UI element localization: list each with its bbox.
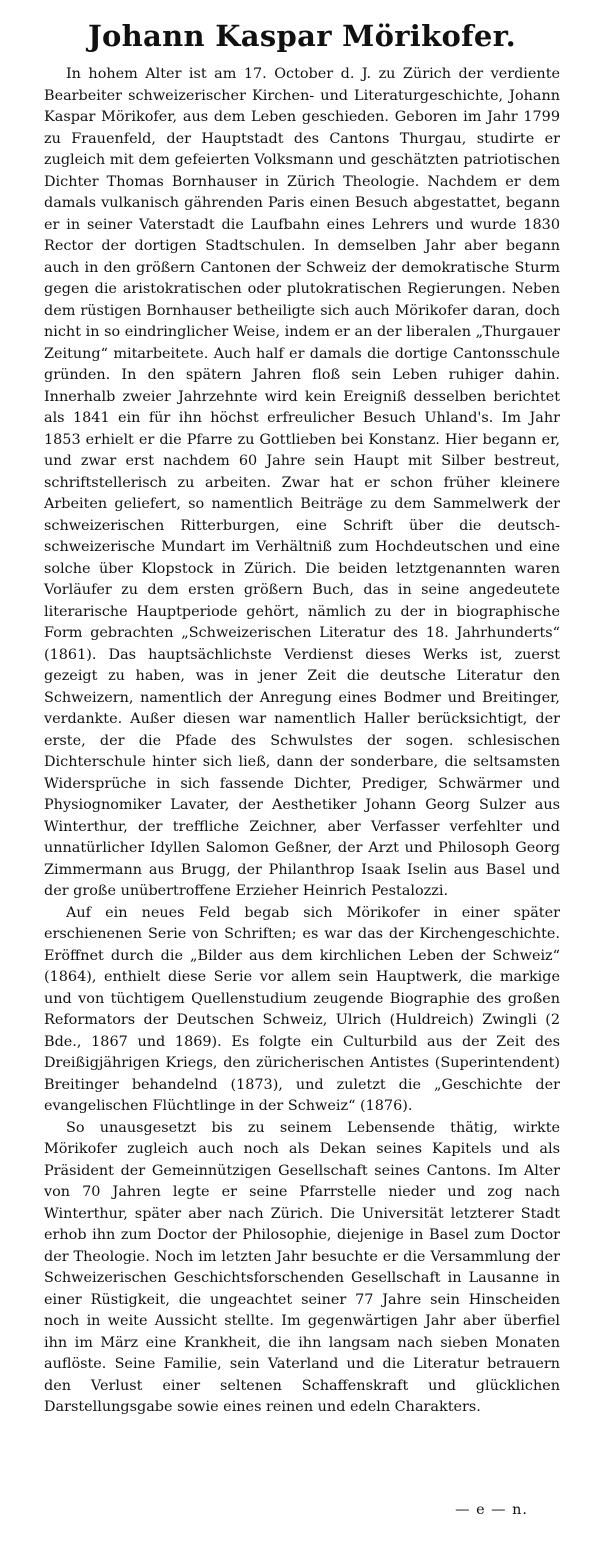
- article-paragraph-1: In hohem Alter ist am 17. October d. J. zu Zürich der verdiente Bearbeiter schweizerischer Kirchen- und Literaturgeschichte, Johann Kaspar Mörikofer, aus dem Leben geschieden. Geboren im Jahr 1799 zu Frauenfeld, der Hauptstadt des Cantons Thurgau, studirte er zugleich mit dem gefeierten Volksmann und geschätzten patriotischen Dichter Thomas Bornhauser in Zürich Theologie. Nachdem er dem damals vulkanisch gährenden Paris einen Besuch abgestattet, begann er in seiner Vaterstadt die Laufbahn eines Lehrers und wurde 1830 Rector der dortigen Stadtschulen. In demselben Jahr aber begann auch in den größern Cantonen der Schweiz der demokratische Sturm gegen die aristokratischen oder plutokratischen Regierungen. Neben dem rüstigen Bornhauser betheiligte sich auch Mörikofer daran, doch nicht in so eindringlicher Weise, indem er an der liberalen „Thurgauer Zeitung“ mitarbeitete. Auch half er damals die dortige Cantonsschule gründen. In den spätern Jahren floß sein Leben ruhiger dahin. Innerhalb zweier Jahrzehnte wird kein Ereigniß desselben berichtet als 1841 ein für ihn höchst erfreulicher Besuch Uhland's. Im Jahr 1853 erhielt er die Pfarre zu Gottlieben bei Konstanz. Hier begann er, und zwar erst nachdem 60 Jahre sein Haupt mit Silber bestreut, schriftstellerisch zu arbeiten. Zwar hat er schon früher kleinere Arbeiten geliefert, so namentlich Beiträge zu dem Sammelwerk der schweizerischen Ritterburgen, eine Schrift über die deutsch-schweizerische Mundart im Verhältniß zum Hochdeutschen und eine solche über Klopstock in Zürich. Die beiden letztgenannten waren Vorläufer zu dem ersten größern Buch, das in seine angedeutete literarische Hauptperiode gehört, nämlich zu der in biographische Form gebrachten „Schweizerischen Literatur des 18. Jahrhunderts“ (1861). Das hauptsächlichste Verdienst dieses Werks ist, zuerst gezeigt zu haben, was in jener Zeit die deutsche Literatur den Schweizern, namentlich der Anregung eines Bodmer und Breitinger, verdankte. Außer diesen war namentlich Haller berücksichtigt, der erste, der die Pfade des Schwulstes der sogen. schlesischen Dichterschule hinter sich ließ, dann der sonderbare, die seltsamsten Widersprüche in sich fassende Dichter, Prediger, Schwärmer und Physiognomiker Lavater, der Aesthetiker Johann Georg Sulzer aus Winterthur, der treffliche Zeichner, aber Verfasser verfehlter und unnatürlicher Idyllen Salomon Geßner, der Arzt und Philosoph Georg Zimmermann aus Brugg, der Philanthrop Isaak Iselin aus Basel und der große unübertroffene Erzieher Heinrich Pestalozzi.: [44, 66, 560, 899]
- author-signature: — e — n.: [455, 1502, 528, 1518]
- article-title: Johann Kaspar Mörikofer.: [88, 19, 516, 53]
- article-paragraph-3: So unausgesetzt bis zu seinem Lebensende thätig, wirkte Mörikofer zugleich auch noch als Dekan seines Kapitels und als Präsident der Gemeinnützigen Gesellschaft seines Cantons. Im Alter von 70 Jahren legte er seine Pfarrstelle nieder und zog nach Winterthur, später aber nach Zürich. Die Universität letzterer Stadt erhob ihn zum Doctor der Philosophie, diejenige in Basel zum Doctor der Theologie. Noch im letzten Jahr besuchte er die Versammlung der Schweizerischen Geschichtsforschenden Gesellschaft in Lausanne in einer Rüstigkeit, die ungeachtet seiner 77 Jahre sein Hinscheiden noch in weite Aussicht stellte. Im gegenwärtigen Jahr aber überfiel ihn im März eine Krankheit, die ihn langsam nach sieben Monaten auflöste. Seine Familie, sein Vaterland und die Literatur betrauern den Verlust einer seltenen Schaffenskraft und glücklichen Darstellungsgabe sowie eines reinen und edeln Charakters.: [44, 1119, 560, 1415]
- article-paragraph-2: Auf ein neues Feld begab sich Mörikofer in einer später erschienenen Serie von Schriften; es war das der Kirchengeschichte. Eröffnet durch die „Bilder aus dem kirchlichen Leben der Schweiz“ (1864), enthielt diese Serie vor allem sein Hauptwerk, die markige und von tüchtigem Quellenstudium zeugende Biographie des großen Reformators der Deutschen Schweiz, Ulrich (Huldreich) Zwingli (2 Bde., 1867 und 1869). Es folgte ein Culturbild aus der Zeit des Dreißigjährigen Kriegs, den züricherischen Antistes (Superintendent) Breitinger behandelnd (1873), und zuletzt die „Geschichte der evangelischen Flüchtlinge in der Schweiz“ (1876).: [44, 904, 560, 1114]
